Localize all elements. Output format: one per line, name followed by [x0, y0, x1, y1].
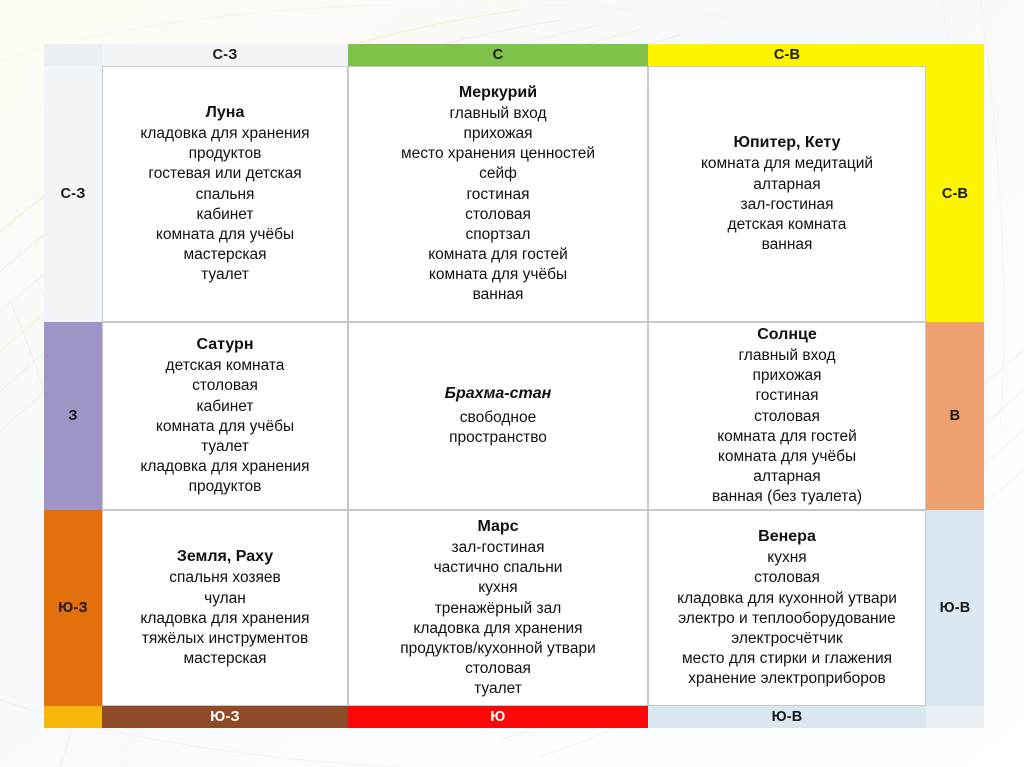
- edge-left-west: З: [44, 322, 102, 510]
- edge-top-northeast: С-В: [648, 44, 926, 66]
- sector-line: столовая: [465, 660, 531, 678]
- sector-line: столовая: [754, 407, 820, 425]
- sector-line: прихожая: [752, 367, 822, 385]
- vastu-grid: [44, 44, 984, 728]
- sector-line: спортзал: [465, 225, 531, 243]
- edge-top-north: С: [348, 44, 648, 66]
- sector-line: столовая: [465, 205, 531, 223]
- edge-bottom-southeast: Ю-В: [648, 706, 926, 728]
- sector-line: ванная (без туалета): [711, 488, 862, 506]
- sector-line: спальня хозяев: [169, 569, 281, 587]
- sector-line: электросчётчик: [731, 629, 843, 647]
- sector-line: кладовка для хранения: [413, 619, 583, 637]
- sector-line: кладовка для кухонной утвари: [677, 589, 897, 607]
- sector-line: сейф: [479, 165, 517, 183]
- sector-line: ванная: [761, 235, 813, 253]
- sector-line: продуктов: [188, 478, 262, 496]
- sector-title: Луна: [205, 103, 245, 121]
- sector-title: Венера: [758, 527, 816, 545]
- sector-title: Юпитер, Кету: [733, 133, 841, 151]
- sector-line: тяжёлых инструментов: [141, 629, 309, 647]
- sector-line: электро и теплооборудование: [678, 609, 896, 627]
- sector-northeast-jupiter-ketu: [648, 66, 926, 322]
- sector-line: продуктов/кухонной утвари: [400, 639, 596, 657]
- sector-line: кабинет: [196, 205, 254, 223]
- corner-top-left: [44, 44, 102, 66]
- sector-line: комната для гостей: [428, 246, 568, 264]
- sector-line: столовая: [192, 377, 258, 395]
- sector-line: гостиная: [755, 387, 819, 405]
- sector-southwest-earth-rahu: [102, 510, 348, 706]
- edge-top-northwest: С-З: [102, 44, 348, 66]
- sector-title: Солнце: [757, 325, 817, 343]
- sector-north-mercury: [348, 66, 648, 322]
- sector-line: главный вход: [449, 105, 547, 123]
- edge-right-east: В: [926, 322, 984, 510]
- edge-right-southeast: Ю-В: [926, 510, 984, 706]
- sector-line: мастерская: [183, 246, 267, 264]
- sector-line: детская комната: [165, 357, 285, 375]
- sector-line: зал-гостиная: [740, 195, 834, 213]
- sector-line: мастерская: [183, 649, 267, 667]
- sector-line: туалет: [201, 266, 249, 284]
- sector-line: алтарная: [753, 175, 821, 193]
- sector-line: спальня: [195, 185, 255, 203]
- sector-line: продуктов: [188, 145, 262, 163]
- corner-top-right: [926, 44, 984, 66]
- corner-bottom-right: [926, 706, 984, 728]
- sector-line: кладовка для хранения: [140, 125, 310, 143]
- sector-line: алтарная: [753, 468, 821, 486]
- sector-title: Марс: [477, 517, 519, 535]
- sector-northwest-luna: [102, 66, 348, 322]
- sector-line: кабинет: [196, 397, 254, 415]
- sector-southeast-venus: [648, 510, 926, 706]
- sector-line: кладовка для хранения: [140, 609, 310, 627]
- sector-east-sun: [648, 322, 926, 510]
- edge-left-northwest: С-З: [44, 66, 102, 322]
- sector-title: Земля, Раху: [176, 547, 274, 565]
- sector-line: комната для учёбы: [717, 447, 857, 465]
- sector-line: комната для учёбы: [155, 225, 295, 243]
- sector-line: гостиная: [466, 185, 530, 203]
- sector-south-mars: [348, 510, 648, 706]
- sector-line: комната для гостей: [717, 427, 857, 445]
- sector-line: столовая: [754, 569, 820, 587]
- sector-line: частично спальни: [433, 559, 563, 577]
- sector-title: Сатурн: [196, 335, 254, 353]
- sector-line: зал-гостиная: [451, 539, 545, 557]
- sector-line: комната для учёбы: [155, 417, 295, 435]
- sector-line: пространство: [449, 429, 547, 447]
- sector-west-saturn: [102, 322, 348, 510]
- sector-line: туалет: [201, 437, 249, 455]
- sector-line: чулан: [204, 589, 246, 607]
- sector-title: Брахма-стан: [444, 384, 552, 402]
- sector-line: место для стирки и глажения: [681, 649, 893, 667]
- vastu-chart: [44, 44, 984, 728]
- sector-line: ванная: [472, 286, 524, 304]
- corner-bottom-left: [44, 706, 102, 728]
- sector-line: хранение электроприборов: [688, 670, 886, 688]
- edge-bottom-southwest: Ю-З: [102, 706, 348, 728]
- sector-line: прихожая: [463, 125, 533, 143]
- sector-line: кухня: [767, 549, 807, 567]
- sector-line: комната для учёбы: [428, 266, 568, 284]
- sector-line: детская комната: [727, 215, 847, 233]
- sector-line: гостевая или детская: [148, 165, 302, 183]
- edge-left-southwest: Ю-З: [44, 510, 102, 706]
- sector-line: комната для медитаций: [700, 155, 874, 173]
- edge-right-northeast: С-В: [926, 66, 984, 322]
- sector-title: Меркурий: [458, 83, 538, 101]
- sector-line: главный вход: [738, 347, 836, 365]
- sector-line: место хранения ценностей: [401, 145, 595, 163]
- sector-line: тренажёрный зал: [434, 599, 562, 617]
- edge-bottom-south: Ю: [348, 706, 648, 728]
- sector-line: кладовка для хранения: [140, 457, 310, 475]
- sector-line: свободное: [459, 409, 537, 427]
- sector-center-brahmasthan: [348, 322, 648, 510]
- sector-line: кухня: [478, 579, 518, 597]
- sector-line: туалет: [474, 680, 522, 698]
